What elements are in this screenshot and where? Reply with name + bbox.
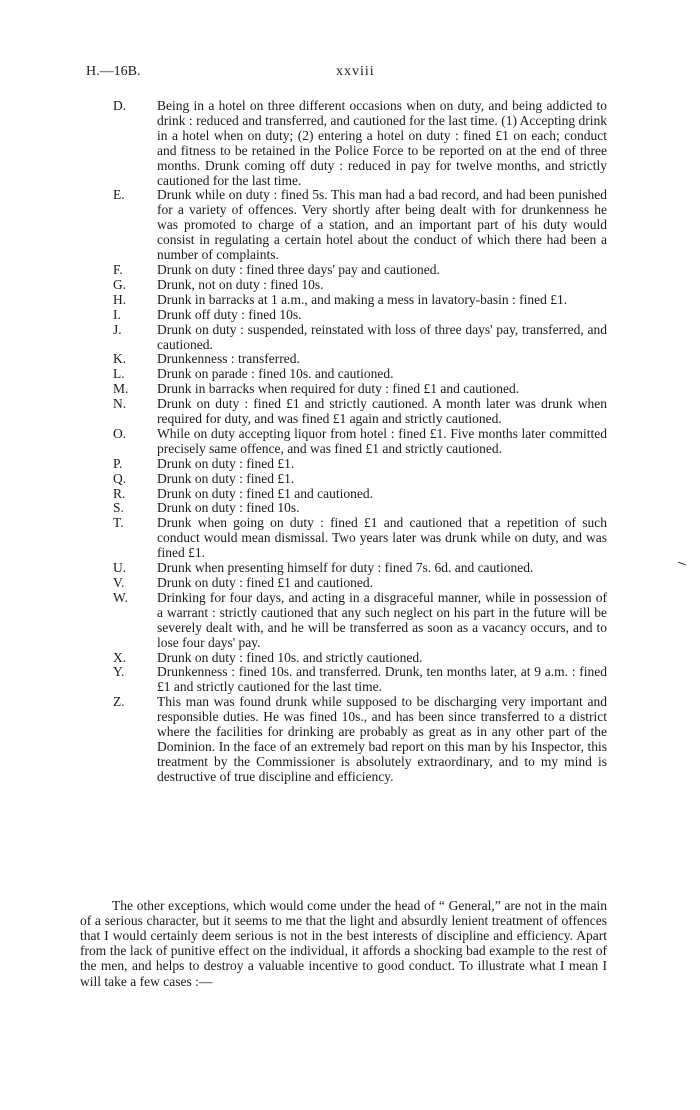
case-label: W. xyxy=(113,589,128,605)
case-entry xyxy=(0,293,607,308)
case-text: Drunk when presenting himself for duty : fined 7s. 6d. and cautioned. xyxy=(157,560,534,576)
case-label: N. xyxy=(113,396,127,412)
case-text: Drunk while on duty : fined 5s. This man had a bad record, and had been punished for a variety of offences. Very shortly after being dealt with for drunkenness he was promoted to charge of a station, and an important part of his duty would consist in regulating a certain hotel about the conduct of which there had been a number of complaints. xyxy=(157,187,607,263)
case-label: X. xyxy=(113,649,127,665)
case-text: Drinking for four days, and acting in a disgraceful manner, while in possession of a warrant : strictly cautioned that any such neglect on his part in the future will be severely dealt with, and he will be transferred as soon as a vacancy occurs, and to lose four days' pay. xyxy=(157,589,607,650)
case-text: Drunk on duty : fined £1 and cautioned. xyxy=(157,485,373,501)
case-text: Drunk off duty : fined 10s. xyxy=(157,306,302,322)
case-entry xyxy=(0,695,607,784)
case-label: V. xyxy=(113,575,125,590)
case-label: E. xyxy=(113,187,125,203)
case-entry xyxy=(0,382,607,397)
case-label: G. xyxy=(113,276,127,292)
case-entry xyxy=(0,367,607,382)
case-label: S. xyxy=(113,500,124,516)
case-text: Drunk on duty : fined £1. xyxy=(157,455,295,471)
case-label: P. xyxy=(113,455,123,471)
case-label: I. xyxy=(113,306,121,322)
case-text: Drunk in barracks at 1 a.m., and making a mess in lavatory-basin : fined £1. xyxy=(157,291,568,307)
case-entry xyxy=(0,665,607,695)
case-text: Drunk on duty : suspended, reinstated with loss of three days' pay, transferred, and cautioned. xyxy=(157,321,607,352)
case-label: Z. xyxy=(113,694,125,710)
closing-paragraph: The other exceptions, which would come under the head of “ General,” are not in the main of a serious character, but it seems to me that the light and absurdly lenient treatment of offences that I would certainly deem serious is not in the best interests of discipline and efficiency. Apart from the lack of punitive effect on the individual, it affords a shocking bad example to the rest of the men, and helps to destroy a valuable incentive to good conduct. To illustrate what I mean I will take a few cases :— xyxy=(80,897,607,989)
case-entry xyxy=(0,308,607,323)
case-text: Drunk on duty : fined 10s. and strictly cautioned. xyxy=(157,649,423,665)
case-entry xyxy=(0,323,607,353)
case-text: Drunk on duty : fined £1 and strictly cautioned. A month later was drunk when required for duty, and was fined £1 again and strictly cautioned. xyxy=(157,396,607,427)
case-entry xyxy=(0,397,607,427)
case-entry xyxy=(0,651,607,666)
case-entry xyxy=(0,427,607,457)
case-text: Drunk on duty : fined 10s. xyxy=(157,500,300,516)
case-label: K. xyxy=(113,351,127,367)
case-label: U. xyxy=(113,560,127,576)
case-text: While on duty accepting liquor from hotel : fined £1. Five months later committed precisely same offence, and was fined £1 and strictly cautioned. xyxy=(157,425,607,456)
case-label: O. xyxy=(113,425,127,441)
document-reference: H.—16B. xyxy=(86,64,141,79)
case-list xyxy=(0,99,700,785)
case-label: D. xyxy=(113,98,127,113)
case-text: Drunk on duty : fined £1 and cautioned. xyxy=(157,575,373,590)
case-entry xyxy=(0,263,607,278)
case-entry xyxy=(0,99,607,188)
case-entry xyxy=(0,591,607,651)
case-label: M. xyxy=(113,381,129,397)
case-label: F. xyxy=(113,261,123,277)
case-label: L. xyxy=(113,366,125,382)
case-label: T. xyxy=(113,515,124,531)
case-entry xyxy=(0,278,607,293)
case-label: J. xyxy=(113,321,122,337)
case-text: Being in a hotel on three different occasions when on duty, and being addicted to drink : reduced and transferred, and cautioned for the last time. (1) Accepting drink in a hotel when on duty; (2) entering a hotel on duty : fined £1 on each; conduct and fitness to be retained in the Police Force to be reported on at the end of three months. Drunk coming off duty : reduced in pay for twelve months, and strictly cautioned for the last time. xyxy=(157,98,607,188)
case-text: Drunk in barracks when required for duty : fined £1 and cautioned. xyxy=(157,381,520,397)
case-label: Y. xyxy=(113,664,125,680)
case-text: Drunkenness : transferred. xyxy=(157,351,300,367)
case-label: Q. xyxy=(113,470,127,486)
case-entry xyxy=(0,576,607,591)
case-entry xyxy=(0,561,607,576)
case-text: This man was found drunk while supposed to be discharging very important and responsible duties. He was fined 10s., and has been since transferred to a district where the facilities for drinking are probably as great as in any other part of the Dominion. In the face of an extremely bad report on this man by his Inspector, this treatment by the Commissioner is absolutely extraordinary, and to my mind is destructive of true discipline and efficiency. xyxy=(157,694,607,784)
case-text: Drunk on duty : fined £1. xyxy=(157,470,295,486)
case-entry xyxy=(0,501,607,516)
case-entry xyxy=(0,487,607,502)
case-entry xyxy=(0,472,607,487)
case-entry xyxy=(0,516,607,561)
case-text: Drunkenness : fined 10s. and transferred. Drunk, ten months later, at 9 a.m. : fined £1 and strictly cautioned for the last time. xyxy=(157,664,607,695)
case-text: Drunk, not on duty : fined 10s. xyxy=(157,276,324,292)
case-text: Drunk when going on duty : fined £1 and cautioned that a repetition of such conduct would mean dismissal. Two years later was drunk while on duty, and was fined £1. xyxy=(157,515,607,561)
case-entry xyxy=(0,352,607,367)
case-label: H. xyxy=(113,291,127,307)
case-text: Drunk on duty : fined three days' pay and cautioned. xyxy=(157,261,440,277)
case-entry xyxy=(0,457,607,472)
case-label: R. xyxy=(113,485,126,501)
case-text: Drunk on parade : fined 10s. and cautioned. xyxy=(157,366,394,382)
page-number: xxviii xyxy=(336,64,375,79)
page-header xyxy=(86,64,606,84)
case-entry xyxy=(0,188,607,263)
